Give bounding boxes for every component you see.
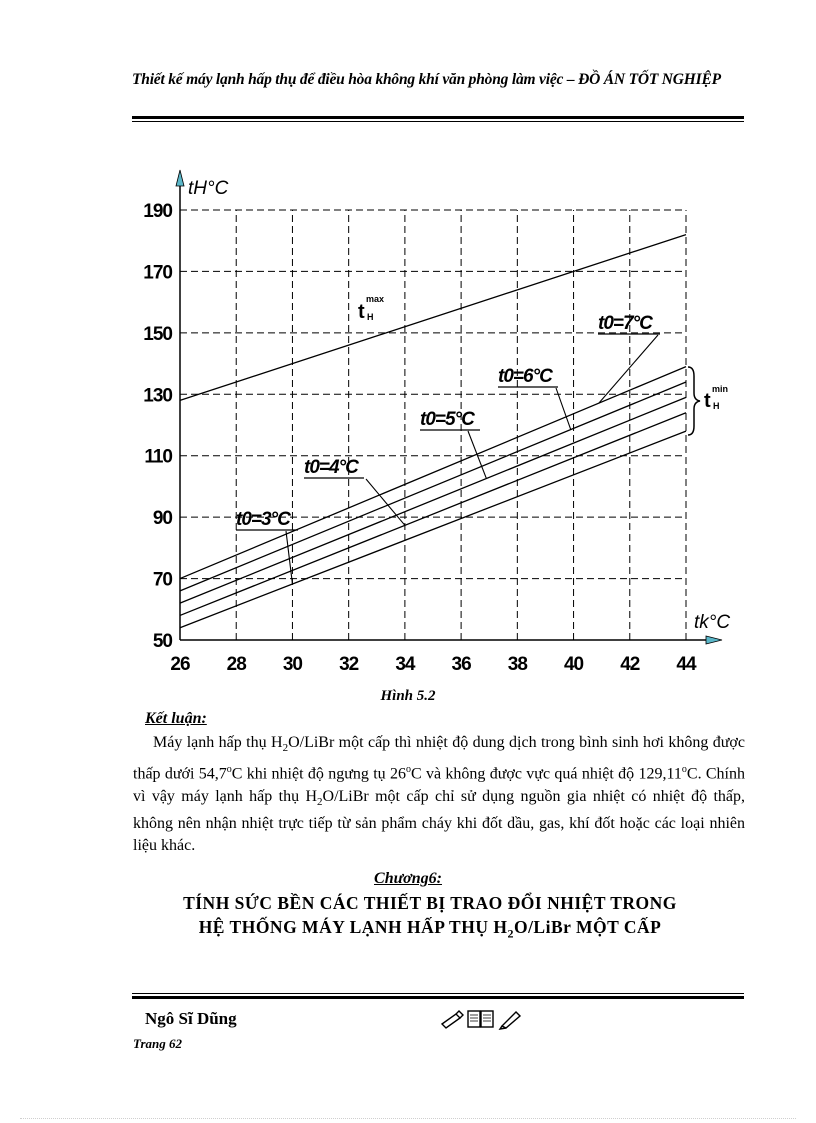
y-axis-arrow — [176, 170, 184, 186]
series-line-1 — [180, 367, 686, 579]
author-name: Ngô Sĩ Dũng — [145, 1009, 237, 1028]
conclusion-paragraph: Máy lạnh hấp thụ $H_2O$/LiBr một cấp thì nhiệt độ dung dịch trong bình sinh hơi không được thấp dưới 54,7$^o$C khi nhiệt độ ngưng tụ 26$^o$C và không được vực quá nhiệt độ 129,11$^o$C. Chính vì vậy máy lạnh hấp thụ $H_2O$/LiBr một cấp chỉ sử dụng nguồn gia nhiệt có nhiệt độ thấp, không nên nhận nhiệt trực tiếp từ sản phẩm cháy khi đốt dầu, gas, khí đốt hoặc các loại nhiên liệu khác. — [133, 734, 746, 854]
series-leader-line — [366, 479, 405, 525]
series-label-t0-4: t0=3°C — [236, 509, 290, 530]
y-axis-label: tH°C — [188, 178, 229, 199]
series-label-t0-1: t0=6°C — [498, 366, 552, 387]
x-tick-label: 38 — [507, 654, 527, 675]
bracket-label-tH-min-sup: min — [712, 384, 729, 394]
chapter-title-line-1: TÍNH SỨC BỀN CÁC THIẾT BỊ TRAO ĐỔI NHIỆT TRONG — [183, 893, 677, 913]
x-tick-label: 34 — [395, 654, 415, 675]
x-tick-label: 40 — [563, 654, 584, 675]
page-edge-rule — [20, 1118, 796, 1119]
x-tick-label: 42 — [620, 654, 640, 675]
y-tick-label: 190 — [143, 201, 172, 222]
x-tick-label: 26 — [170, 654, 190, 675]
y-tick-label: 130 — [143, 385, 172, 407]
y-tick-label: 90 — [152, 508, 172, 530]
x-tick-label: 32 — [339, 654, 359, 675]
x-tick-label: 36 — [451, 654, 471, 675]
series-label-tH-max-sup: max — [366, 294, 385, 304]
x-axis-arrow — [706, 636, 722, 644]
x-axis-label: tk°C — [694, 612, 731, 633]
x-tick-label: 30 — [282, 654, 303, 675]
chapter-title — [120, 891, 740, 946]
series-leader-line — [599, 335, 658, 403]
x-tick-label: 44 — [676, 654, 696, 675]
bracket-label-tH-min: t — [704, 390, 711, 412]
footer-rule-thin — [132, 993, 744, 994]
header-separator: – — [563, 71, 579, 88]
bracket-brace — [688, 367, 700, 435]
series-label-t0-3: t0=4°C — [304, 457, 358, 478]
bracket-label-tH-min-sub: H — [713, 401, 720, 411]
chapter-title-line-2: HỆ THỐNG MÁY LẠNH HẤP THỤ $H_2O$/LiBr MỘT CẤP — [198, 917, 662, 941]
y-tick-label: 110 — [144, 446, 172, 468]
y-tick-label: 50 — [152, 631, 172, 652]
series-label-t0-2: t0=5°C — [420, 409, 474, 430]
header-project: ĐỒ ÁN TỐT NGHIỆP — [578, 71, 721, 88]
series-label-t0-0: t0=7°C — [598, 313, 652, 334]
header-title: Thiết kế máy lạnh hấp thụ để điều hòa không khí văn phòng làm việc — [132, 71, 564, 88]
footer-rule-thick — [132, 996, 744, 999]
series-label-tH-max-sub: H — [367, 312, 374, 322]
y-tick-label: 170 — [143, 262, 172, 284]
y-tick-label: 150 — [143, 323, 172, 345]
series-label-tH-max: t — [358, 301, 365, 323]
figure-caption: Hình 5.2 — [380, 688, 436, 704]
x-tick-label: 28 — [226, 654, 246, 675]
page-number: Trang 62 — [133, 1036, 182, 1051]
chapter-label: Chương6: — [374, 870, 442, 887]
y-tick-label: 70 — [152, 569, 172, 591]
conclusion-heading: Kết luận: — [145, 710, 207, 727]
book-ornament-icon — [440, 1008, 526, 1030]
